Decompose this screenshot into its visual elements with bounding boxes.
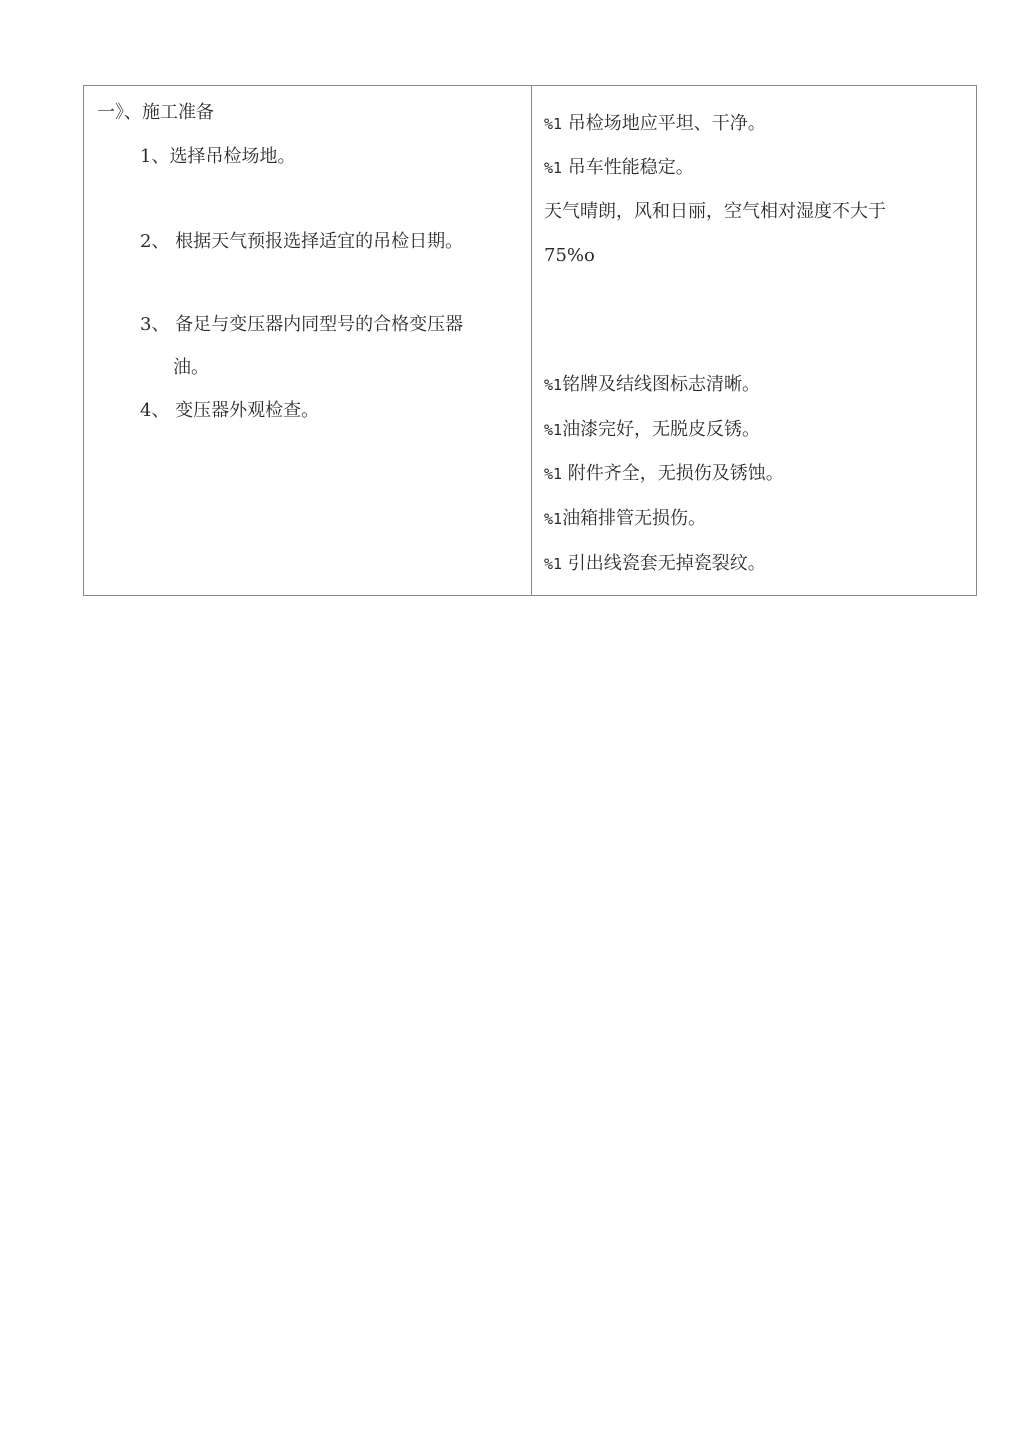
- req-site-text: 吊检场地应平坦、干净。: [567, 113, 766, 134]
- steps-cell: [84, 86, 531, 595]
- bullet-marker: %1: [544, 421, 563, 439]
- prep-table: [83, 85, 977, 596]
- bullet-marker: %1: [544, 115, 563, 133]
- req-weather-line2: 75%o: [544, 245, 595, 266]
- req-crane: [544, 157, 694, 179]
- bullet-marker: %1: [544, 510, 563, 528]
- req-site: [544, 113, 766, 135]
- section-heading: 一》、施工准备: [97, 102, 214, 123]
- bullet-marker: %1: [544, 555, 563, 573]
- inspect-nameplate: [544, 374, 760, 396]
- step-2: 2、 根据天气预报选择适宜的吊检日期。: [140, 231, 464, 252]
- inspect-accessories: [544, 463, 784, 485]
- req-weather-line1: 天气晴朗，风和日丽，空气相对湿度不大于: [544, 201, 886, 222]
- inspect-bushing-text: 引出线瓷套无掉瓷裂纹。: [567, 553, 766, 574]
- step-3: 3、 备足与变压器内同型号的合格变压器: [140, 314, 464, 335]
- req-crane-text: 吊车性能稳定。: [567, 157, 694, 178]
- inspect-paint-text: 油漆完好，无脱皮反锈。: [562, 419, 761, 440]
- inspect-paint: [544, 419, 760, 441]
- inspect-nameplate-text: 铭牌及结线图标志清晰。: [562, 374, 761, 395]
- step-1: 1、选择吊检场地。: [140, 146, 296, 167]
- requirements-cell: [532, 86, 977, 595]
- inspect-oil-tank-text: 油箱排管无损伤。: [562, 508, 707, 529]
- bullet-marker: %1: [544, 465, 563, 483]
- bullet-marker: %1: [544, 159, 563, 177]
- inspect-bushing: [544, 553, 766, 575]
- inspect-accessories-text: 附件齐全，无损伤及锈蚀。: [567, 463, 784, 484]
- inspect-oil-tank: [544, 508, 706, 530]
- bullet-marker: %1: [544, 376, 563, 394]
- step-3-continued: 油。: [173, 357, 209, 378]
- step-4: 4、 变压器外观检查。: [140, 400, 320, 421]
